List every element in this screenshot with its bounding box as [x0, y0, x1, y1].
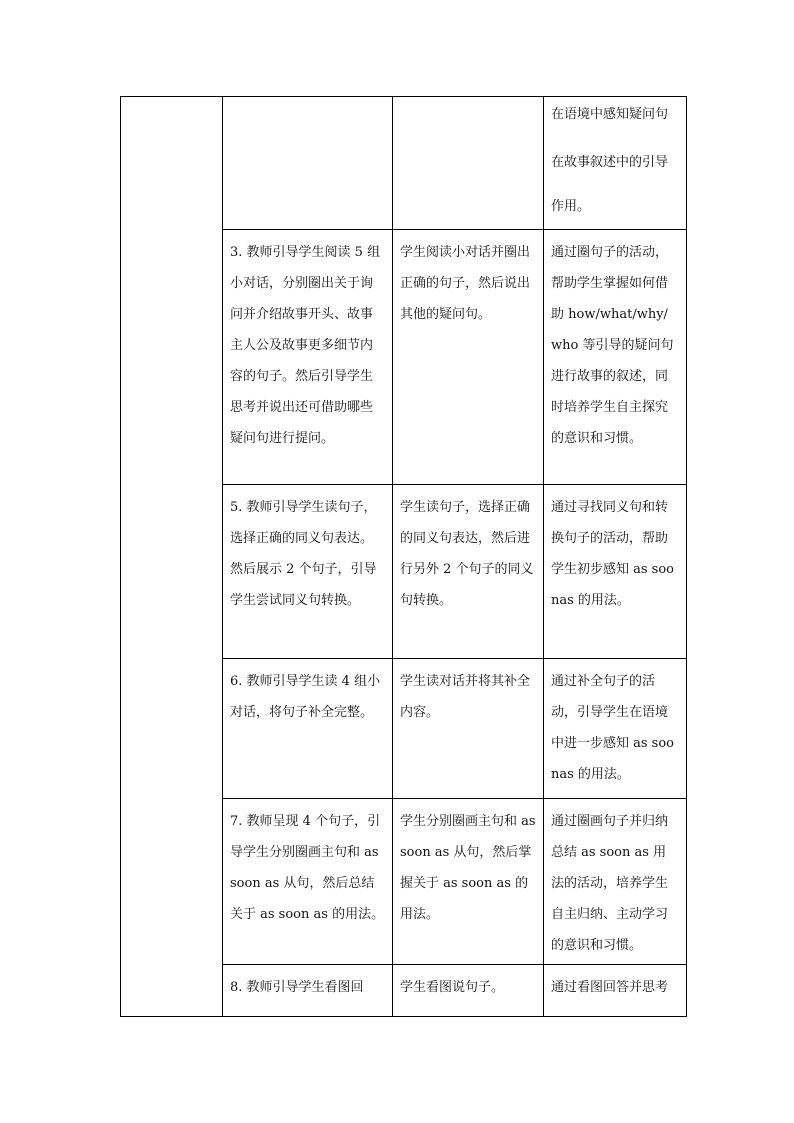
student-activity-cell: 学生读句子，选择正确的同义句表达，然后进行另外 2 个句子的同义句转换。 — [393, 485, 544, 659]
purpose-cell: 通过圈句子的活动，帮助学生掌握如何借助 how/what/why/who 等引导的疑问句进行故事的叙述，同时培养学生自主探究的意识和习惯。 — [544, 230, 687, 485]
purpose-cell: 通过看图回答并思考 — [544, 965, 687, 1017]
teacher-activity-cell: 7. 教师呈现 4 个句子，引导学生分别圈画主句和 as soon as 从句，然后总结关于 as soon as 的用法。 — [223, 799, 393, 965]
teacher-activity-cell: 6. 教师引导学生读 4 组小对话，将句子补全完整。 — [223, 659, 393, 799]
teacher-activity-cell: 5. 教师引导学生读句子，选择正确的同义句表达。然后展示 2 个句子，引导学生尝试同义句转换。 — [223, 485, 393, 659]
student-activity-cell: 学生读对话并将其补全内容。 — [393, 659, 544, 799]
student-activity-cell — [393, 97, 544, 230]
purpose-line: 在语境中感知疑问句 — [551, 107, 669, 122]
purpose-cell: 通过寻找同义句和转换句子的活动，帮助学生初步感知 as soonas 的用法。 — [544, 485, 687, 659]
purpose-line: 在故事叙述中的引导 — [551, 155, 669, 170]
lesson-plan-table — [120, 96, 687, 1017]
purpose-cell: 通过补全句子的活动，引导学生在语境中进一步感知 as soonas 的用法。 — [544, 659, 687, 799]
purpose-cell — [544, 97, 687, 230]
stage-cell — [121, 97, 223, 1017]
teacher-activity-cell — [223, 97, 393, 230]
purpose-cell: 通过圈画句子并归纳总结 as soon as 用法的活动，培养学生自主归纳、主动学习的意识和习惯。 — [544, 799, 687, 965]
teacher-activity-cell: 8. 教师引导学生看图回 — [223, 965, 393, 1017]
purpose-line: 作用。 — [551, 199, 591, 214]
student-activity-cell: 学生分别圈画主句和 as soon as 从句，然后掌握关于 as soon as 的用法。 — [393, 799, 544, 965]
student-activity-cell: 学生阅读小对话并圈出正确的句子，然后说出其他的疑问句。 — [393, 230, 544, 485]
table-row — [121, 97, 687, 230]
student-activity-cell: 学生看图说句子。 — [393, 965, 544, 1017]
teacher-activity-cell: 3. 教师引导学生阅读 5 组小对话，分别圈出关于询问并介绍故事开头、故事主人公及故事更多细节内容的句子。然后引导学生思考并说出还可借助哪些疑问句进行提问。 — [223, 230, 393, 485]
